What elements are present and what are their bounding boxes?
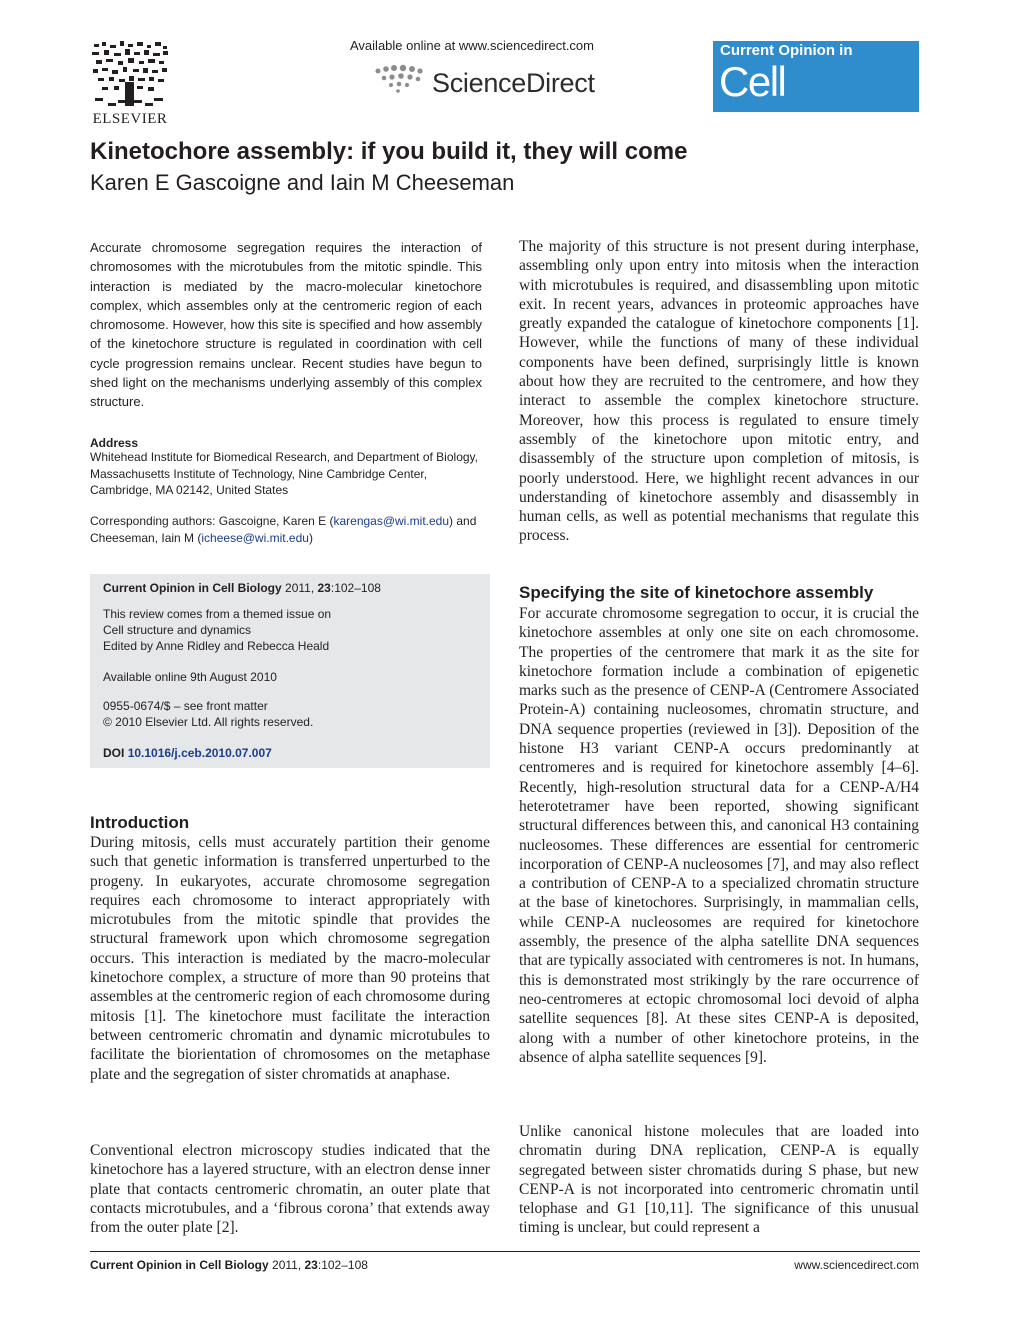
- info-available-online: Available online 9th August 2010: [103, 670, 277, 684]
- sciencedirect-wordmark: ScienceDirect: [432, 68, 595, 98]
- footer-divider: [90, 1251, 920, 1252]
- introduction-paragraph-1: During mitosis, cells must accurately partition their genome such that genetic information is transferred unperturbed to the progeny. In eukaryotes, accurate chromosome segregation requires each chromosome to interact appropriately with microtubules from the mitotic spindle that provides the structural framework upon which chromosome segregation occurs. This interaction is mediated by the macro-molecular kinetochore complex, a structure of more than 90 proteins that assembles at the centromeric region of each chromosome during mitosis [1]. The kinetochore must facilitate the interaction between centromeric chromatin and dynamic microtubules to facilitate the biorientation of chromosomes on the metaphase plate and the segregation of sister chromatids at anaphase.: [90, 834, 490, 1083]
- abstract: Accurate chromosome segregation requires the interaction of chromosomes with the microtubules from the mitotic spindle. This interaction is mediated by the macro-molecular kinetochore complex, which assembles only at the centromeric region of each chromosome. However, how this site is specified and how assembly of the kinetochore structure is regulated in coordination with cell cycle progression remains unclear. Recent studies have begun to shed light on the mechanisms underlying assembly of this complex structure.: [90, 240, 482, 410]
- corresponding-authors: [90, 513, 482, 546]
- address-text: Whitehead Institute for Biomedical Research, and Department of Biology, Massachusetts Institute of Technology, Nine Cambridge Center, Cambridge, MA 02142, United States: [90, 450, 478, 497]
- footer-year: 2011,: [272, 1258, 302, 1272]
- introduction-paragraph-2: Conventional electron microscopy studies indicated that the kinetochore has a layered structure, with an electron dense inner plate that contacts centromeric chromatin, an outer plate that contacts microtubules, and a ‘fibrous corona’ that extends away from the outer plate [2].: [90, 1142, 490, 1237]
- info-year: 2011,: [285, 581, 315, 595]
- footer-website[interactable]: www.sciencedirect.com: [794, 1258, 919, 1272]
- info-themed-line: Edited by Anne Ridley and Rebecca Heald: [103, 639, 330, 653]
- journal-badge-top-text: Current Opinion in: [720, 42, 853, 59]
- right-column-paragraph-3: Unlike canonical histone molecules that are loaded into chromatin during DNA replication, CENP-A is equally segregated between sister chromatids during S phase, but new CENP-A is not incorporated into centromeric chromatin until telophase and G1 [10,11]. The significance of this unusual timing is unclear, but could represent a: [519, 1123, 919, 1237]
- info-journal-name: Current Opinion in Cell Biology: [103, 581, 282, 595]
- sciencedirect-logo[interactable]: [372, 58, 617, 102]
- article-authors: Karen E Gascoigne and Iain M Cheeseman: [90, 170, 515, 195]
- info-copyright: © 2010 Elsevier Ltd. All rights reserved.: [103, 715, 314, 729]
- info-themed-issue: [103, 606, 331, 654]
- available-online-text: Available online at www.sciencedirect.com: [350, 38, 594, 53]
- footer-volume: 23: [304, 1258, 318, 1272]
- footer-pages: :102–108: [317, 1258, 368, 1272]
- info-citation: [103, 580, 381, 596]
- email-link-cheeseman[interactable]: icheese@wi.mit.edu: [201, 530, 309, 545]
- info-issn-copyright: [103, 698, 313, 730]
- right-column-paragraph-1: The majority of this structure is not present during interphase, assembling only upon entry into mitosis when the interaction with microtubules is required, and disassembling upon mitotic exit. In recent years, advances in proteomic approaches have greatly expanded the catalogue of kinetochore components [1]. However, while the functions of many of these individual components have been defined, surprisingly little is known about how they are recruited to the centromere, and how they interact to assemble the complex kinetochore structure. Moreover, how this process is regulated to ensure timely assembly of the kinetochore upon mitotic entry, and disassembly of the structure upon completion of mitosis, is poorly understood. Here, we highlight recent advances in our understanding of kinetochore assembly and disassembly in human cells, as well as potential mechanisms that regulate this process.: [519, 238, 919, 545]
- info-pages: :102–108: [330, 581, 381, 595]
- doi-label: DOI: [103, 746, 125, 760]
- email-link-gascoigne[interactable]: karengas@wi.mit.edu: [333, 514, 450, 528]
- publisher-name: ELSEVIER: [92, 111, 168, 127]
- journal-badge[interactable]: [713, 41, 919, 155]
- journal-badge-title: Cell Biology: [719, 58, 847, 155]
- footer-journal-name: Current Opinion in Cell Biology: [90, 1258, 269, 1272]
- section-heading-specifying: Specifying the site of kinetochore assembly: [519, 583, 874, 602]
- address-heading: Address: [90, 436, 139, 450]
- info-doi: [103, 745, 272, 761]
- article-info-box: [90, 574, 490, 768]
- introduction-heading: Introduction: [90, 813, 190, 832]
- info-volume: 23: [317, 581, 331, 595]
- corresponding-prefix: Corresponding authors: Gascoigne, Karen E (: [90, 514, 334, 528]
- right-column-paragraph-2: For accurate chromosome segregation to occur, it is crucial the kinetochore assembles at only one site on each chromosome. The properties of the centromere that mark it as the site for kinetochore formation include a combination of epigenetic marks such as the presence of CENP-A (Centromere Associated Protein-A) containing nucleosomes, chromatin structure, and DNA sequence properties (reviewed in [3]). Deposition of the histone H3 variant CENP-A occurs predominantly at centromeres and is required for kinetochore assembly [4–6]. Recently, high-resolution structural data for a CENP-A/H4 heterotetramer have been reported, showing significant structural differences between this, and canonical H3 containing nucleosomes. These differences are essential for centromeric incorporation of CENP-A nucleosomes [7], and may also reflect a contribution of CENP-A to a specialized chromatin structure at the base of kinetochores. Surprisingly, in mammalian cells, while CENP-A nucleosomes are required for kinetochore assembly, the presence of the alpha satellite DNA sequences that are typically associated with centromeres is not. In humans, this is demonstrated most strikingly by the rare occurrence of neo-centromeres at ectopic chromosomal loci devoid of alpha satellite sequences [8]. At these sites CENP-A is deposited, along with a number of other kinetochore proteins, in the absence of alpha satellite sequences [9].: [519, 605, 919, 1066]
- article-title: Kinetochore assembly: if you build it, they will come: [90, 138, 688, 165]
- sciencedirect-dots-icon: [372, 58, 434, 102]
- corresponding-suffix: ): [308, 530, 313, 545]
- info-issn: 0955-0674/$ – see front matter: [103, 699, 268, 713]
- corresponding-middle: ) and Cheeseman, Iain M (: [90, 514, 477, 545]
- doi-link[interactable]: 10.1016/j.ceb.2010.07.007: [127, 746, 272, 760]
- footer-citation: [90, 1258, 368, 1272]
- info-themed-line: Cell structure and dynamics: [103, 623, 252, 637]
- info-themed-line: This review comes from a themed issue on: [103, 607, 332, 621]
